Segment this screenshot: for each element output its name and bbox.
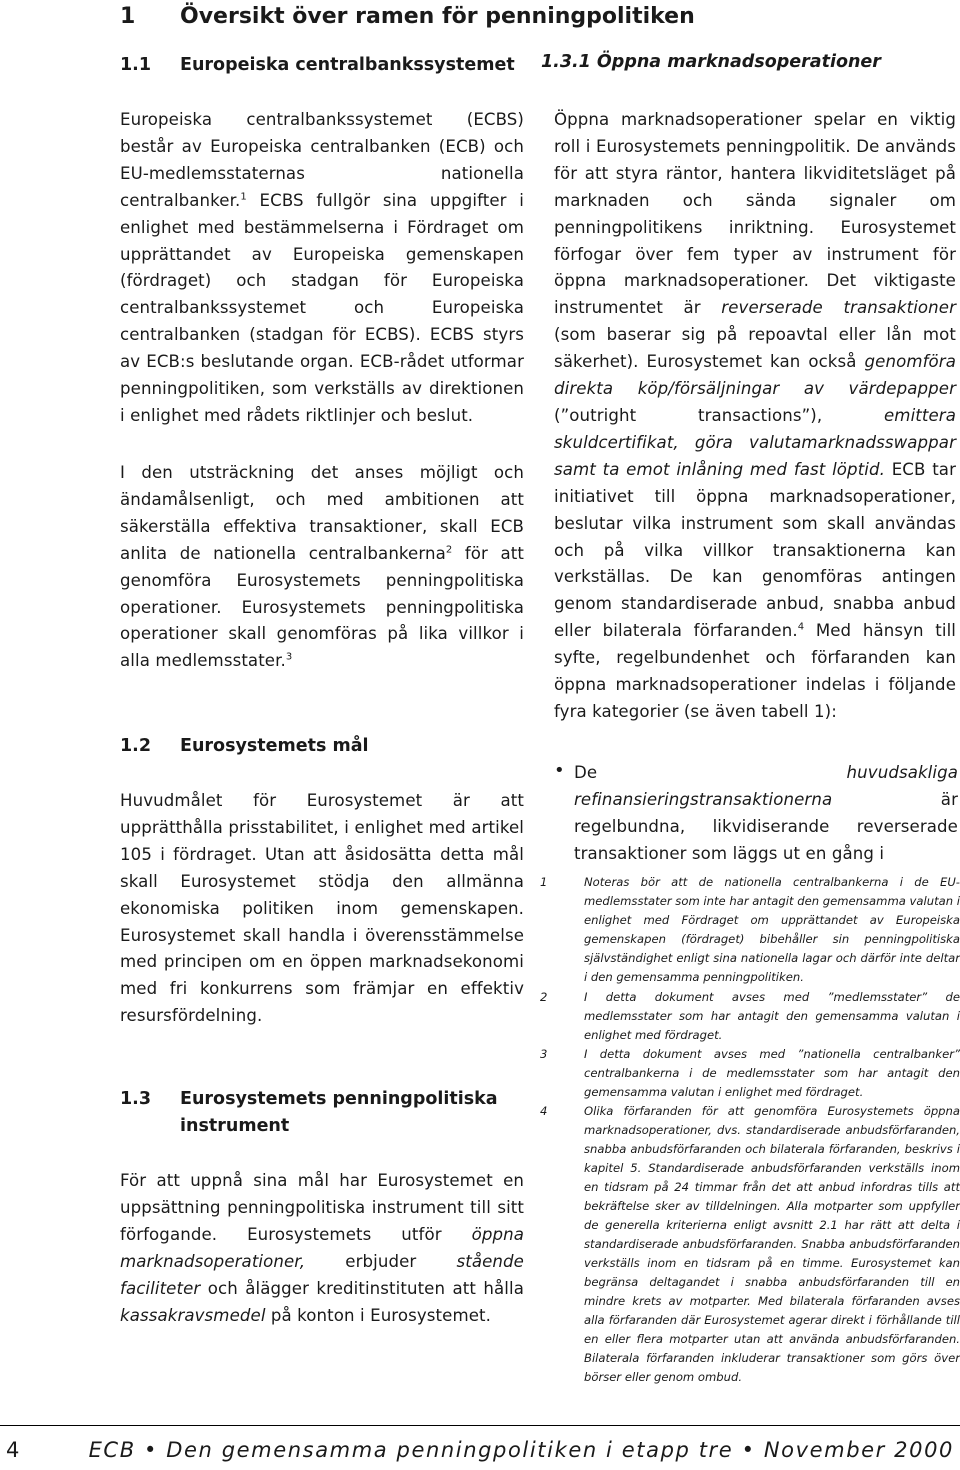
chapter-title: Översikt över ramen för penningpolitiken (180, 4, 695, 29)
section-1-1-heading (120, 52, 530, 79)
footnote-ref-2[interactable]: 2 (445, 544, 453, 556)
footnotes (540, 873, 960, 1393)
section-number: 1.3 (120, 1089, 152, 1109)
section-1-1-paragraph-1: Europeiska centralbankssystemet (ECBS) består av Europeiska centralbanken (ECB) och EU-medlemsstaternas nationella centralbanker.$^1$ ECBS fullgör sina uppgifter i enlighet med bestämmelserna i Fördraget om upprättandet av Europeiska gemenskapen (fördraget) och stadgan för Europeiska centralbankssystemet och Europeiska centralbanken (stadgan för ECBS). ECBS styrs av ECB:s beslutande organ. ECB-rådet utformar penningpolitiken, som verkställs av direktionen i enlighet med rådets riktlinjer och beslut. (120, 110, 524, 425)
footer-text: ECB • Den gemensamma penningpolitiken i etapp tre • November 2000 (88, 1438, 954, 1462)
footnote-2: 2 I detta dokument avses med ”medlemsstater” de medlemsstater som har antagit den gemensamma valutan i enlighet med fördraget. (540, 990, 960, 1042)
section-number: 1.2 (120, 736, 152, 756)
chapter-number: 1 (120, 4, 136, 29)
section-1-2-paragraph: Huvudmålet för Eurosystemet är att upprätthålla prisstabilitet, i enlighet med artikel 105 i fördraget. Utan att åsidosätta detta mål skall Eurosystemet stödja den allmänna ekonomiska politiken inom gemenskapen. Eurosystemet skall handla i överensstämmelse med principen om en öppen marknadsekonomi med fri konkurrens som främjar en effektiv resursfördelning. (120, 791, 524, 1026)
page-number: 4 (6, 1438, 20, 1462)
section-1-3-1-heading: 1.3.1 Öppna marknadsoperationer (541, 52, 881, 72)
footer-rule (0, 1425, 960, 1426)
section-1-3-paragraph: För att uppnå sina mål har Eurosystemet en uppsättning penningpolitiska instrument till sitt förfogande. Eurosystemets utför öppna marknadsoperationer, erbjuder stående faciliteter och ålägger kreditinstituten att hålla kassakravsmedel på konton i Eurosystemet. (120, 1171, 524, 1325)
footnote-ref-1[interactable]: 1 (240, 191, 247, 203)
section-1-1-paragraph-2: I den utsträckning det anses möjligt och ändamålsenligt, och med ambitionen att säkerställa effektiva transaktioner, skall ECB anlita de nationella centralbankerna$^2$ för att genomföra Eurosystemets penningpolitiska operationer. Eurosystemets penningpolitiska operationer skall genomföras på lika villkor i alla medlemsstater.$^3$ (120, 463, 524, 671)
footnote-ref-4[interactable]: 4 (797, 621, 805, 633)
section-title: Eurosystemets mål (180, 736, 369, 756)
section-1-3-heading (120, 1086, 530, 1140)
footnote-ref-3[interactable]: 3 (285, 651, 293, 663)
section-title: Europeiska centralbankssystemet (180, 55, 515, 75)
list-item (554, 760, 958, 868)
chapter-heading (120, 4, 695, 29)
bullet-list (554, 760, 958, 868)
bullet-icon: • (554, 760, 565, 781)
footnote-1: 1 Noteras bör att de nationella centralbankerna i de EU-medlemsstater som inte har antagit den gemensamma valutan i enlighet med Fördraget om upprättandet av Europeiska gemenskapen (fördraget) bibehåller sin penningpolitiska självständighet enligt sina nationella lagar och därför inte deltar i den gemensamma penningpolitiken. (540, 875, 960, 984)
section-1-3-1-paragraph: Öppna marknadsoperationer spelar en viktig roll i Eurosystemets penningpolitik. De används för att styra räntor, hantera likviditetsläget på marknaden och sända signaler om penningpolitikens inriktning. Eurosystemet förfogar över fem typer av instrument för öppna marknadsoperationer. Det viktigaste instrumentet är reverserade transaktioner (som baserar sig på repoavtal eller lån mot säkerhet). Eurosystemet kan också genomföra direkta köp/försäljningar av värdepapper (”outright transactions”), emittera skuldcertifikat, göra valutamarknadsswappar samt ta emot inlåning med fast löptid. ECB tar initiativet till öppna marknadsoperationer, beslutar vilka instrument som skall användas och på vilka villkor transaktionerna kan verkställas. De kan genomföras antingen genom standardiserade anbud, snabba anbud eller bilaterala förfaranden.$^4$ Med hänsyn till syfte, regelbundenhet och förfaranden kan öppna marknadsoperationer indelas i följande fyra kategorier (se även tabell 1): (554, 110, 957, 721)
section-1-2-heading (120, 733, 530, 760)
section-number: 1.1 (120, 55, 152, 75)
section-title: Eurosystemets penningpolitiska instrument (180, 1089, 498, 1136)
footnote-3: 3 I detta dokument avses med ”nationella centralbanker” centralbankerna i de medlemsstater som har antagit den gemensamma valutan i enlighet med fördraget. (540, 1047, 960, 1099)
bullet-text: De huvudsakliga refinansieringstransaktionerna är regelbundna, likvidiserande reverserade transaktioner som läggs ut en gång i (574, 763, 958, 863)
footnote-4: 4 Olika förfaranden för att genomföra Eurosystemets öppna marknadsoperationer, dvs. standardiserade anbudsförfaranden, snabba anbudsförfaranden och bilaterala förfaranden, beskrivs i kapitel 5. Standardiserade anbudsförfaranden verkställs inom en tidsram på 24 timmar från det att anbud infordras tills att bekräftelse sker av tilldelningen. Alla motparter som uppfyller de generella kriterierna enligt avsnitt 2.1 har rätt att delta i standardiserade anbudsförfaranden. Snabba anbudsförfaranden verkställs inom en tidsram på en timme. Eurosystemet kan begränsa deltagandet i snabba anbudsförfaranden till en mindre krets av motparter. Med bilaterala förfaranden avses alla förfaranden där Eurosystemet agerar direkt i förhållande till en eller flera motparter utan att använda anbudsförfaranden. Bilaterala förfaranden inkluderar transaktioner som görs över börser eller genom ombud. (540, 1104, 960, 1384)
